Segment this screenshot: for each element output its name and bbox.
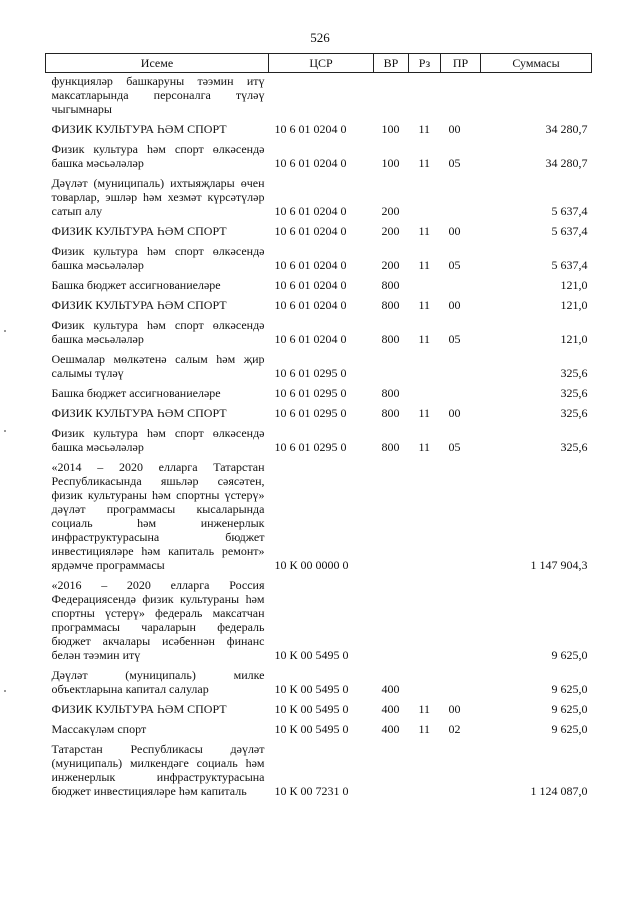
table-row	[46, 294, 592, 314]
cell-name: Физик культура һәм спорт өлкәсендә башка мәсьәләләр	[51, 426, 265, 454]
cell-vr	[374, 738, 409, 800]
cell-pr	[441, 664, 481, 698]
cell-csr: 10 К 00 5495 0	[274, 682, 349, 696]
cell-sum: 121,0	[560, 332, 588, 346]
cell-pr	[441, 73, 481, 119]
cell-name: ФИЗИК КУЛЬТУРА ҺӘМ СПОРТ	[51, 406, 227, 420]
cell-sum: 9 625,0	[551, 722, 588, 736]
cell-pr	[441, 274, 481, 294]
header-vr: ВР	[374, 54, 409, 73]
table-row	[46, 118, 592, 138]
cell-rz	[409, 348, 441, 382]
cell-sum: 5 637,4	[551, 258, 588, 272]
cell-name: Оешмалар мөлкәтенә салым һәм җир салымы түләү	[51, 352, 265, 380]
table-row	[46, 220, 592, 240]
cell-sum: 5 637,4	[551, 204, 588, 218]
cell-pr	[441, 574, 481, 664]
cell-rz	[409, 382, 441, 402]
table-row	[46, 664, 592, 698]
cell-vr: 800	[381, 278, 400, 292]
cell-sum: 325,6	[560, 366, 588, 380]
cell-rz: 11	[418, 722, 431, 736]
table-row	[46, 382, 592, 402]
table-header	[46, 54, 592, 73]
cell-csr: 10 6 01 0295 0	[274, 366, 347, 380]
budget-table	[45, 53, 592, 800]
cell-rz: 11	[418, 224, 431, 238]
cell-name: Массакүләм спорт	[51, 722, 147, 736]
cell-pr: 05	[448, 156, 461, 170]
cell-name: «2016 – 2020 елларга Россия Федерациясендә физик культураны һәм спортны үстерү» федераль максатчан программасы чараларын федераль бюджет акчалары исәбеннән финанс белән тәэмин итү	[51, 578, 265, 662]
cell-csr: 10 6 01 0204 0	[274, 224, 347, 238]
cell-pr	[441, 456, 481, 574]
cell-rz: 11	[418, 298, 431, 312]
cell-name: ФИЗИК КУЛЬТУРА ҺӘМ СПОРТ	[51, 702, 227, 716]
table-row	[46, 456, 592, 574]
cell-pr	[441, 382, 481, 402]
cell-name: Дәүләт (муниципаль) ихтыяҗлары өчен товарлар, эшләр һәм хезмәт күрсәтүләр сатып алу	[51, 176, 265, 218]
cell-vr: 800	[381, 332, 400, 346]
cell-name: Физик культура һәм спорт өлкәсендә башка мәсьәләләр	[51, 244, 265, 272]
cell-vr: 100	[381, 156, 400, 170]
header-rz: Рз	[409, 54, 441, 73]
cell-rz	[409, 738, 441, 800]
cell-csr: 10 К 00 5495 0	[274, 648, 349, 662]
cell-pr: 05	[448, 258, 461, 272]
table-row	[46, 574, 592, 664]
cell-csr: 10 6 01 0204 0	[274, 258, 347, 272]
cell-csr: 10 К 00 0000 0	[274, 558, 349, 572]
cell-csr: 10 К 00 5495 0	[274, 722, 349, 736]
table-row	[46, 698, 592, 718]
cell-rz: 11	[418, 440, 431, 454]
cell-csr	[269, 73, 374, 119]
cell-pr: 00	[448, 224, 461, 238]
cell-rz	[409, 664, 441, 698]
cell-csr: 10 6 01 0295 0	[274, 440, 347, 454]
cell-vr	[374, 456, 409, 574]
cell-sum: 9 625,0	[551, 648, 588, 662]
cell-rz: 11	[418, 406, 431, 420]
cell-csr: 10 6 01 0204 0	[274, 156, 347, 170]
cell-csr: 10 К 00 5495 0	[274, 702, 349, 716]
cell-sum: 325,6	[560, 406, 588, 420]
header-csr: ЦСР	[269, 54, 374, 73]
cell-sum: 121,0	[560, 278, 588, 292]
cell-vr: 400	[381, 682, 400, 696]
cell-csr: 10 6 01 0204 0	[274, 332, 347, 346]
cell-csr: 10 6 01 0204 0	[274, 122, 347, 136]
cell-vr: 100	[381, 122, 400, 136]
cell-csr: 10 6 01 0295 0	[274, 406, 347, 420]
cell-pr: 00	[448, 122, 461, 136]
cell-vr: 400	[381, 722, 400, 736]
cell-name: «2014 – 2020 елларга Татарстан Республикасында яшьләр сәясәтен, физик культураны һәм спортны үстерү» дәүләт программасы кысаларында социаль һәм инженерлык инфраструктурасына бюджет инвестицияләре һәм капиталь ремонт» ярдәмче программасы	[51, 460, 265, 572]
cell-pr: 05	[448, 332, 461, 346]
cell-pr: 00	[448, 702, 461, 716]
cell-sum: 34 280,7	[545, 122, 588, 136]
scan-margin-mark	[4, 330, 6, 332]
table-body	[46, 73, 592, 801]
cell-csr: 10 6 01 0204 0	[274, 298, 347, 312]
cell-name: ФИЗИК КУЛЬТУРА ҺӘМ СПОРТ	[51, 224, 227, 238]
cell-csr: 10 6 01 0204 0	[274, 204, 347, 218]
table-row	[46, 240, 592, 274]
cell-rz	[409, 574, 441, 664]
cell-pr: 05	[448, 440, 461, 454]
table-row	[46, 73, 592, 119]
cell-csr: 10 6 01 0295 0	[274, 386, 347, 400]
cell-pr	[441, 738, 481, 800]
cell-sum: 325,6	[560, 440, 588, 454]
cell-vr: 800	[381, 406, 400, 420]
cell-csr: 10 6 01 0204 0	[274, 278, 347, 292]
cell-name: ФИЗИК КУЛЬТУРА ҺӘМ СПОРТ	[51, 122, 227, 136]
cell-rz: 11	[418, 702, 431, 716]
table-row	[46, 172, 592, 220]
table-row	[46, 738, 592, 800]
cell-vr: 200	[381, 224, 400, 238]
cell-sum: 121,0	[560, 298, 588, 312]
header-sum: Суммасы	[481, 54, 592, 73]
cell-sum: 34 280,7	[545, 156, 588, 170]
table-row	[46, 422, 592, 456]
table-row	[46, 348, 592, 382]
cell-rz	[409, 456, 441, 574]
cell-pr: 00	[448, 298, 461, 312]
table-row	[46, 402, 592, 422]
cell-name: Башка бюджет ассигнованиеләре	[51, 386, 221, 400]
cell-vr: 800	[381, 386, 400, 400]
cell-vr	[374, 73, 409, 119]
cell-vr	[374, 574, 409, 664]
cell-name: функцияләр башкаруны тәэмин итү максатларында персоналга түләү чыгымнары	[51, 74, 265, 116]
cell-rz	[409, 172, 441, 220]
cell-rz	[409, 274, 441, 294]
cell-sum: 325,6	[560, 386, 588, 400]
cell-vr: 400	[381, 702, 400, 716]
cell-sum: 9 625,0	[551, 702, 588, 716]
header-pr: ПР	[441, 54, 481, 73]
table-row	[46, 274, 592, 294]
scan-margin-mark	[4, 690, 6, 692]
cell-vr: 800	[381, 440, 400, 454]
cell-csr: 10 К 00 7231 0	[274, 784, 349, 798]
cell-vr: 800	[381, 298, 400, 312]
cell-sum: 5 637,4	[551, 224, 588, 238]
table-row	[46, 138, 592, 172]
cell-pr	[441, 348, 481, 382]
cell-sum: 9 625,0	[551, 682, 588, 696]
cell-name: Физик культура һәм спорт өлкәсендә башка мәсьәләләр	[51, 142, 265, 170]
cell-name: Физик культура һәм спорт өлкәсендә башка мәсьәләләр	[51, 318, 265, 346]
table-row	[46, 314, 592, 348]
table-row	[46, 718, 592, 738]
scan-margin-mark	[4, 430, 6, 432]
cell-sum: 1 124 087,0	[530, 784, 588, 798]
cell-vr: 200	[381, 204, 400, 218]
cell-rz: 11	[418, 258, 431, 272]
cell-rz: 11	[418, 122, 431, 136]
cell-pr	[441, 172, 481, 220]
cell-name: Татарстан Республикасы дәүләт (муниципаль) милкендәге социаль һәм инженерлык инфраструктурасына бюджет инвестицияләре һәм капиталь	[51, 742, 265, 798]
cell-name: Башка бюджет ассигнованиеләре	[51, 278, 221, 292]
header-name: Исеме	[46, 54, 269, 73]
cell-vr: 200	[381, 258, 400, 272]
page-number: 526	[310, 30, 330, 45]
cell-sum: 1 147 904,3	[530, 558, 588, 572]
cell-vr	[374, 348, 409, 382]
cell-sum	[481, 73, 592, 119]
cell-rz: 11	[418, 332, 431, 346]
cell-rz	[409, 73, 441, 119]
cell-name: ФИЗИК КУЛЬТУРА ҺӘМ СПОРТ	[51, 298, 227, 312]
cell-pr: 02	[448, 722, 461, 736]
cell-name: Дәүләт (муниципаль) милке объектларына капитал салулар	[51, 668, 265, 696]
cell-pr: 00	[448, 406, 461, 420]
cell-rz: 11	[418, 156, 431, 170]
